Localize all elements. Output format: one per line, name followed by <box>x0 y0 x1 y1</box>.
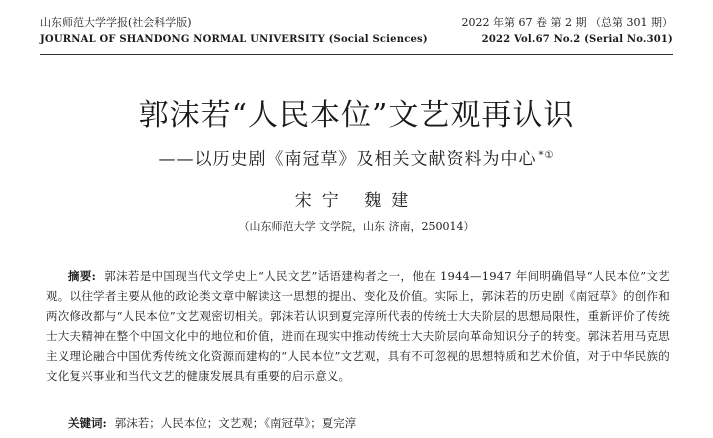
abstract <box>46 266 670 386</box>
author-affiliation: （山东师范大学 文学院，山东 济南，250014） <box>238 220 475 233</box>
abstract-text: 郭沫若是中国现当代文学史上“人民文艺”话语建构者之一，他在 1944—1947 年间明确倡导“人民本位”文艺观。以往学者主要从他的政论类文章中解读这一思想的提出、变化及价值。实际上，郭沫若的历史剧《南冠草》的创作和两次修改都与“人民本位”文艺观密切相关。郭沫若认识到夏完淳所代表的传统士大夫阶层的思想局限性，重新评价了传统士大夫精神在整个中国文化中的地位和价值，进而在现实中推动传统士大夫阶层向革命知识分子的转变。郭沫若用马克思主义理论融合中国优秀传统文化资源而建构的“人民本位”文艺观，具有不可忽视的思想特质和艺术价值，对于中华民族的文化复兴事业和当代文艺的健康发展具有重要的启示意义。 <box>46 269 670 383</box>
issue-info-cn: 2022 年第 67 卷 第 2 期 （总第 301 期） <box>461 16 673 29</box>
article-subtitle <box>0 145 713 171</box>
subtitle-text: ——以历史剧《南冠草》及相关文献资料为中心 <box>158 149 537 170</box>
article-title: 郭沫若“人民本位”文艺观再认识 <box>138 98 575 133</box>
journal-name-cn: 山东师范大学学报(社会科学版) <box>40 16 192 29</box>
journal-header <box>40 14 673 48</box>
header-divider <box>40 54 673 55</box>
keywords <box>46 414 670 432</box>
header-row-cn <box>40 14 673 31</box>
header-row-en <box>40 31 673 48</box>
abstract-label: 摘要: <box>68 269 97 283</box>
keywords-label: 关键词: <box>68 416 107 430</box>
keywords-text: 郭沫若；人民本位；文艺观；《南冠草》；夏完淳 <box>114 416 357 430</box>
journal-name-en: JOURNAL OF SHANDONG NORMAL UNIVERSITY (Social Sciences) <box>40 34 428 45</box>
author-names: 宋宁 魏建 <box>294 191 419 211</box>
issue-info-en: 2022 Vol.67 No.2 (Serial No.301) <box>481 34 673 45</box>
footnote-marker[interactable]: *① <box>538 150 555 161</box>
